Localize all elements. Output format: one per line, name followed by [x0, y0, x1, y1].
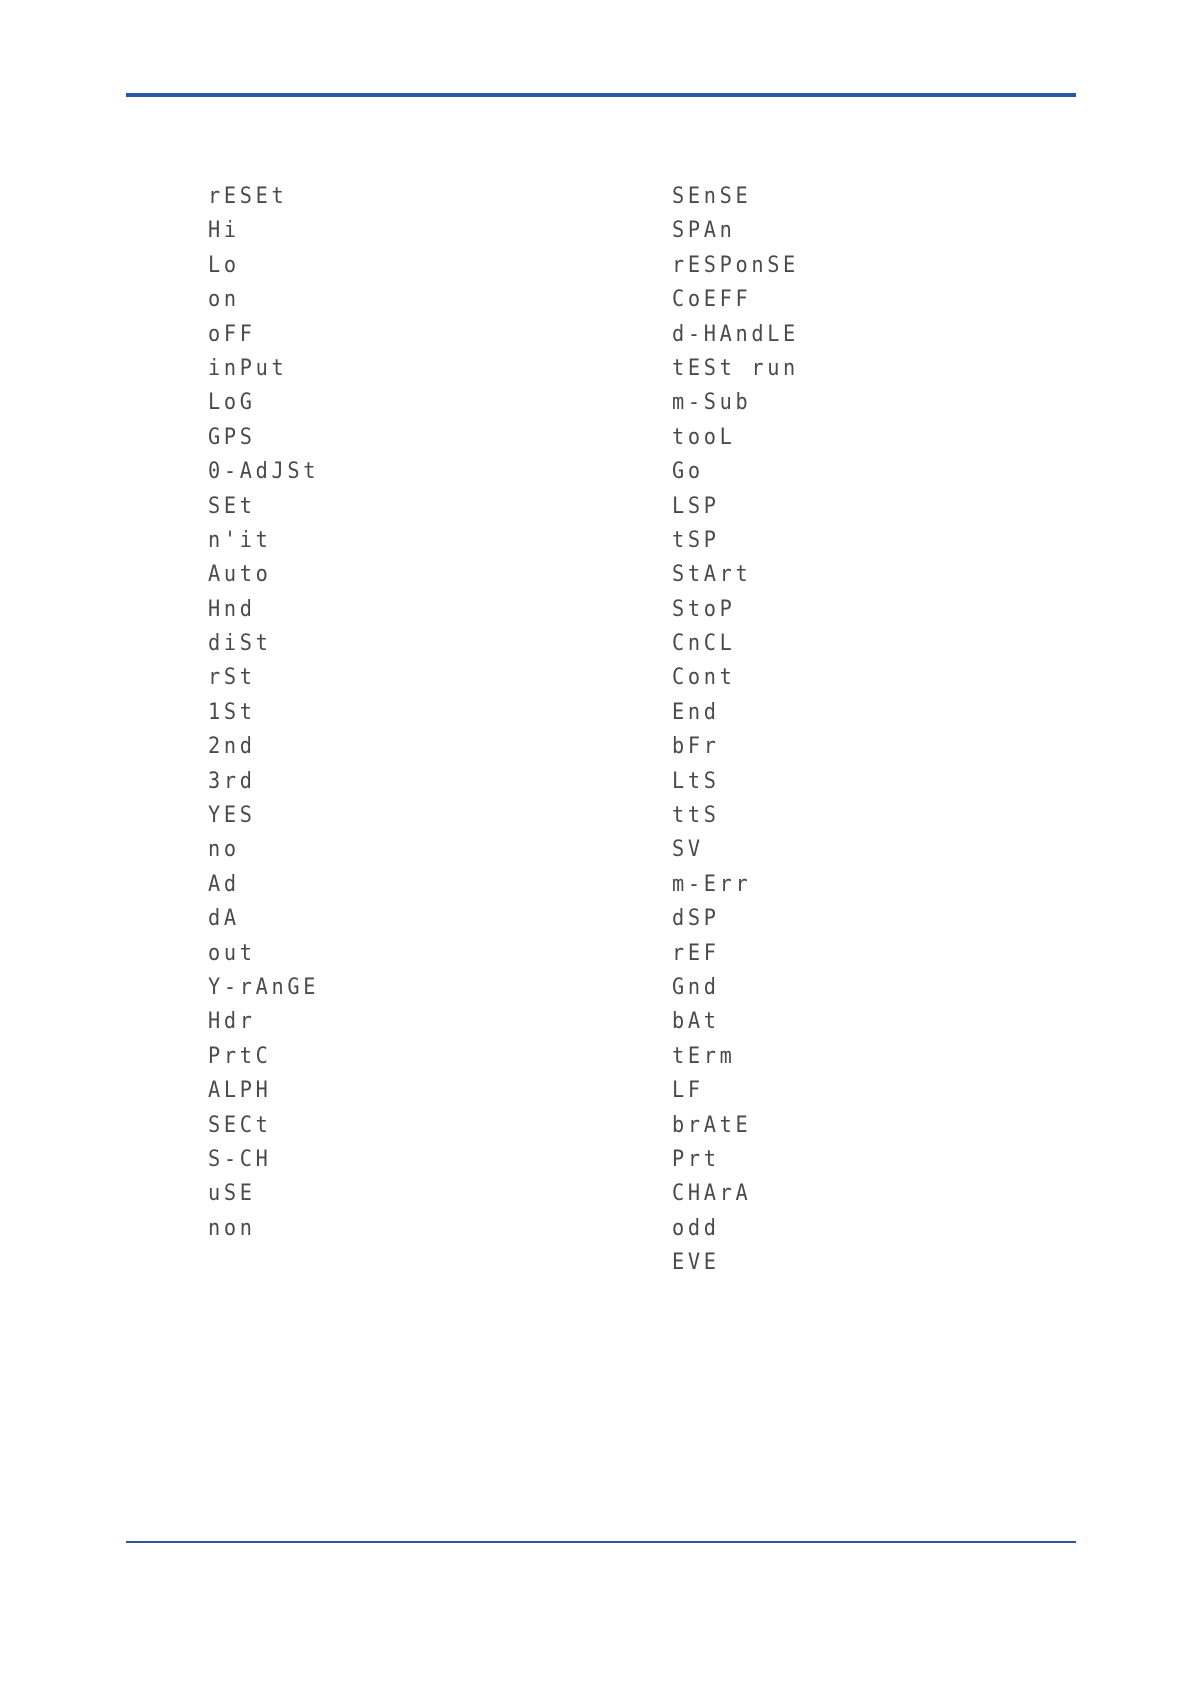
segment-code: StoP	[672, 596, 736, 622]
segment-code: Y-rAnGE	[208, 974, 320, 1000]
segment-code: brAtE	[672, 1112, 752, 1138]
segment-code: 2nd	[208, 734, 256, 760]
segment-code: StArt	[672, 562, 752, 588]
segment-code: out	[208, 940, 256, 966]
segment-code: PrtC	[208, 1043, 272, 1069]
segment-code: m-Sub	[672, 390, 752, 416]
segment-code: tESt run	[672, 355, 799, 381]
segment-code: rESEt	[208, 184, 288, 209]
segment-code: GPS	[208, 424, 256, 450]
segment-code: LF	[672, 1078, 704, 1104]
segment-code: Hi	[208, 218, 240, 244]
segment-code: SEnSE	[672, 184, 752, 209]
segment-code: CnCL	[672, 631, 736, 657]
segment-code: oFF	[208, 321, 256, 347]
segment-code: LSP	[672, 493, 720, 519]
right-code-column	[672, 180, 810, 1281]
segment-code: S-CH	[208, 1146, 272, 1172]
segment-code: ttS	[672, 803, 720, 829]
segment-code: 0-AdJSt	[208, 459, 320, 485]
segment-code: tooL	[672, 424, 736, 450]
segment-code: rEF	[672, 940, 720, 966]
segment-code: diSt	[208, 631, 272, 657]
segment-code: Go	[672, 459, 704, 485]
segment-code: rSt	[208, 665, 256, 691]
segment-code: SECt	[208, 1112, 272, 1138]
segment-code: rESPonSE	[672, 252, 799, 278]
segment-code: 1St	[208, 699, 256, 725]
segment-code: bAt	[672, 1009, 720, 1035]
segment-code: SV	[672, 837, 704, 863]
segment-code: Ad	[208, 871, 240, 897]
segment-code: Gnd	[672, 974, 720, 1000]
segment-code: SPAn	[672, 218, 736, 244]
segment-code: tErm	[672, 1043, 736, 1069]
left-code-column	[208, 180, 329, 1246]
segment-code: on	[208, 287, 240, 313]
segment-code: LoG	[208, 390, 256, 416]
segment-code: ALPH	[208, 1078, 272, 1104]
segment-code: EVE	[672, 1250, 720, 1276]
segment-code: non	[208, 1215, 256, 1241]
segment-code: m-Err	[672, 871, 752, 897]
segment-code: CoEFF	[672, 287, 752, 313]
segment-code: Cont	[672, 665, 736, 691]
segment-code: bFr	[672, 734, 720, 760]
segment-code: CHArA	[672, 1181, 752, 1207]
segment-code: SEt	[208, 493, 256, 519]
segment-code: tSP	[672, 527, 720, 553]
segment-code: dSP	[672, 906, 720, 932]
segment-code: Hnd	[208, 596, 256, 622]
segment-code: dA	[208, 906, 240, 932]
segment-code: odd	[672, 1215, 720, 1241]
segment-code: d-HAndLE	[672, 321, 799, 347]
segment-code: Prt	[672, 1146, 720, 1172]
footer-rule	[126, 1541, 1076, 1543]
segment-code: YES	[208, 803, 256, 829]
segment-code: Lo	[208, 252, 240, 278]
segment-code: 3rd	[208, 768, 256, 794]
segment-code: inPut	[208, 355, 288, 381]
segment-code: LtS	[672, 768, 720, 794]
segment-code: Auto	[208, 562, 272, 588]
header-rule	[126, 93, 1076, 97]
segment-code: uSE	[208, 1181, 256, 1207]
segment-code: End	[672, 699, 720, 725]
segment-code: no	[208, 837, 240, 863]
segment-code: n'it	[208, 527, 272, 553]
segment-code: Hdr	[208, 1009, 256, 1035]
